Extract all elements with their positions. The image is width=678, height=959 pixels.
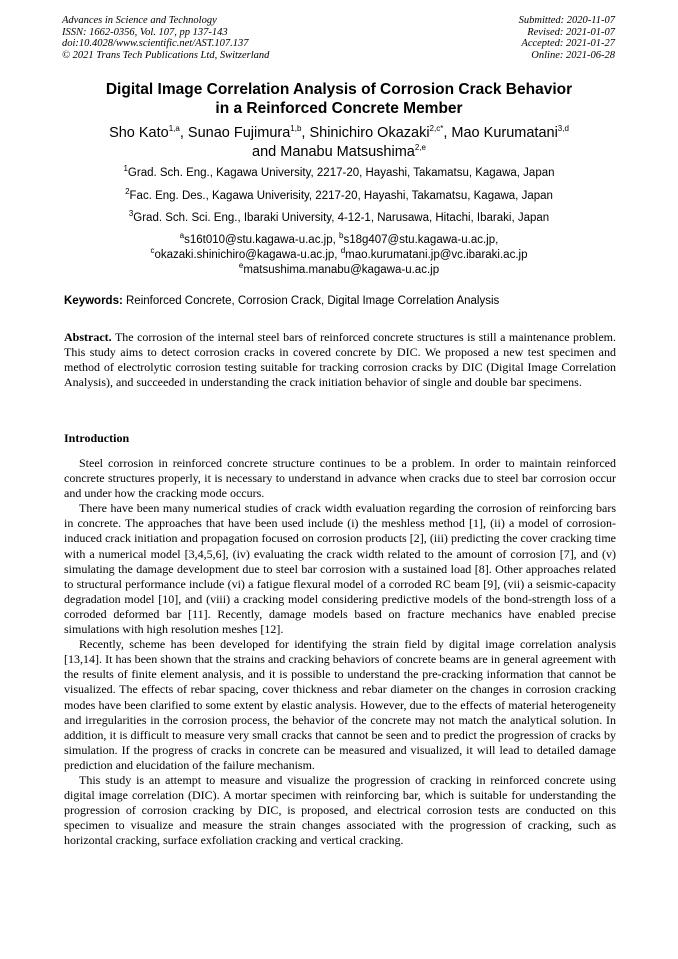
author-sup: 1,b	[290, 124, 302, 134]
email-e: matsushima.manabu@kagawa-u.ac.jp	[243, 263, 440, 276]
paragraph: Steel corrosion in reinforced concrete structure continues to be a problem. In order to maintain reinforced concrete structures properly, it is necessary to understand in advance when cracks due to steel bar corrosion occur and under how the cracking mode occurs.	[64, 456, 616, 501]
paragraph: Recently, scheme has been developed for identifying the strain field by digital image correlation analysis [13,14]. It has been shown that the strains and cracking behaviors of concrete beams are in general agreement with the results of finite element analysis, and it is possible to understand the pre-cracking information that cannot be visualized. The effects of rebar spacing, cover thickness and rebar diameter on the changes in corrosion cracking modes have been clarified to some extent by elastic analysis. However, due to the effects of material heterogeneity and irregularities in the corrosion process, the behavior of the concrete may not match the analytical solution. In addition, it is difficult to measure very small cracks that cannot be seen and to predict the progression of cracks by simulation. If the progress of cracks in concrete can be measured and visualized, it will lead to detailed damage prediction and elucidation of the failure mechanism.	[64, 637, 616, 772]
paragraph: There have been many numerical studies of crack width evaluation regarding the corrosion of reinforcing bars in concrete. The approaches that have been used include (i) the meshless method [1], (ii) a model of corrosion-induced crack initiation and propagation focused on corrosion products [2], (iii) predicting the cover cracking time with a numerical model [3,4,5,6], (iv) evaluating the crack width related to the amount of corrosion [7], and (v) simulating the damage development due to steel bar corrosion with a sustained load [8]. Other approaches related to structural performance include (vi) a fatigue flexural model of a corroded RC beam [9], (vii) a seismic-capacity degradation model [10], and (viii) a cracking model considering predictive models of the bond-strength loss of a corroded deformed bar [11]. Recently, damage models based on fracture mechanics have enabled precise simulations with high resolution meshes [12].	[64, 501, 616, 637]
author-name: Shinichiro Okazaki	[309, 125, 430, 141]
affiliation-2: $^2$Fac. Eng. Des., Kagawa Univerisity, 2217-20, Hayashi, Takamatsu, Kagawa, Japan	[125, 187, 553, 202]
section-heading-introduction: Introduction	[64, 431, 130, 445]
issn: ISSN: 1662-0356, Vol. 107, pp 137-143	[62, 26, 228, 38]
copyright: © 2021 Trans Tech Publications Ltd, Switzerland	[62, 49, 270, 61]
abstract-text: The corrosion of the internal steel bars of reinforced concrete structures is still a maintenance problem. This study aims to detect corrosion cracks in covered concrete by DIC. We proposed a new test specimen and method of electrolytic corrosion testing suitable for tracking corrosion cracks by DIC (Digital Image Correlation Analysis), and succeeded in understanding the crack initiation behavior of single and double bar specimens.	[64, 330, 616, 390]
journal-name: Advances in Science and Technology	[62, 15, 217, 26]
author-name: Sho Kato	[109, 125, 169, 141]
doi: doi:10.4028/www.scientific.net/AST.107.137	[62, 38, 249, 49]
title-line-1: Digital Image Correlation Analysis of Corrosion Crack Behavior	[105, 81, 573, 98]
email-b: s18g407@stu.kagawa-u.ac.jp	[343, 234, 496, 246]
revised-date: Revised: 2021-01-07	[527, 26, 615, 38]
submitted-date: Submitted: 2020-11-07	[518, 15, 615, 26]
paragraph: This study is an attempt to measure and visualize the progression of cracking in reinforced concrete using digital image correlation (DIC). A mortar specimen with reinforcing bar, which is suitable for understanding the progression of corrosion cracking by DIC, is proposed, and electrical corrosion tests are conducted on this specimen to visualize and measure the strain changes associated with the progression of cracking, such as horizontal cracking, surface exfoliation cracking and vertical cracking.	[64, 772, 616, 848]
journal-info	[62, 15, 269, 61]
date-info	[519, 15, 615, 61]
author-sup: 3,d	[557, 124, 569, 134]
author-name: Manabu Matsushima	[280, 144, 415, 160]
affiliation-1: $^1$Grad. Sch. Eng., Kagawa University, 2217-20, Hayashi, Takamatsu, Kagawa, Japan	[123, 164, 555, 179]
affiliation-3: $^3$Grad. Sch. Sci. Eng., Ibaraki University, 4-12-1, Narusawa, Hitachi, Ibaraki, Japan	[128, 209, 550, 224]
online-date: Online: 2021-06-28	[531, 49, 615, 61]
keywords	[64, 295, 616, 307]
introduction-body	[64, 456, 616, 848]
author-list: Sho Kato$^{1,a}$, Sunao Fujimura$^{1,b}$, Shinichiro Okazaki$^{2,c*}$, Mao Kurumatani$^{3,d}$ and Manabu Matsushima$^{2,e}$	[109, 124, 569, 160]
abstract	[64, 330, 616, 390]
author-name: Sunao Fujimura	[187, 125, 291, 141]
author-sup: 1,a	[168, 124, 180, 134]
email-c: okazaki.shinichiro@kagawa-u.ac.jp	[154, 248, 335, 261]
email-a: s16t010@stu.kagawa-u.ac.jp	[184, 234, 333, 246]
abstract-label: Abstract.	[64, 330, 112, 344]
author-name: Mao Kurumatani	[451, 125, 558, 141]
title-line-2: in a Reinforced Concrete Member	[215, 100, 463, 117]
email-list: $^a$s16t010@stu.kagawa-u.ac.jp, $^b$s18g407@stu.kagawa-u.ac.jp, $^c$okazaki.shinichiro@kagawa-u.ac.jp, $^d$mao.kurumatani.jp@vc.ibaraki.ac.jp $^e$matsushima.manabu@kagawa-u.ac.jp	[150, 231, 528, 276]
accepted-date: Accepted: 2021-01-27	[521, 38, 615, 49]
paper-title	[40, 80, 638, 118]
keywords-text: Reinforced Concrete, Corrosion Crack, Digital Image Correlation Analysis	[126, 295, 500, 307]
keywords-label: Keywords:	[64, 295, 123, 307]
author-sup: 2,c*	[429, 124, 444, 134]
author-sup: 2,e	[414, 143, 426, 153]
email-d: mao.kurumatani.jp@vc.ibaraki.ac.jp	[345, 248, 528, 261]
